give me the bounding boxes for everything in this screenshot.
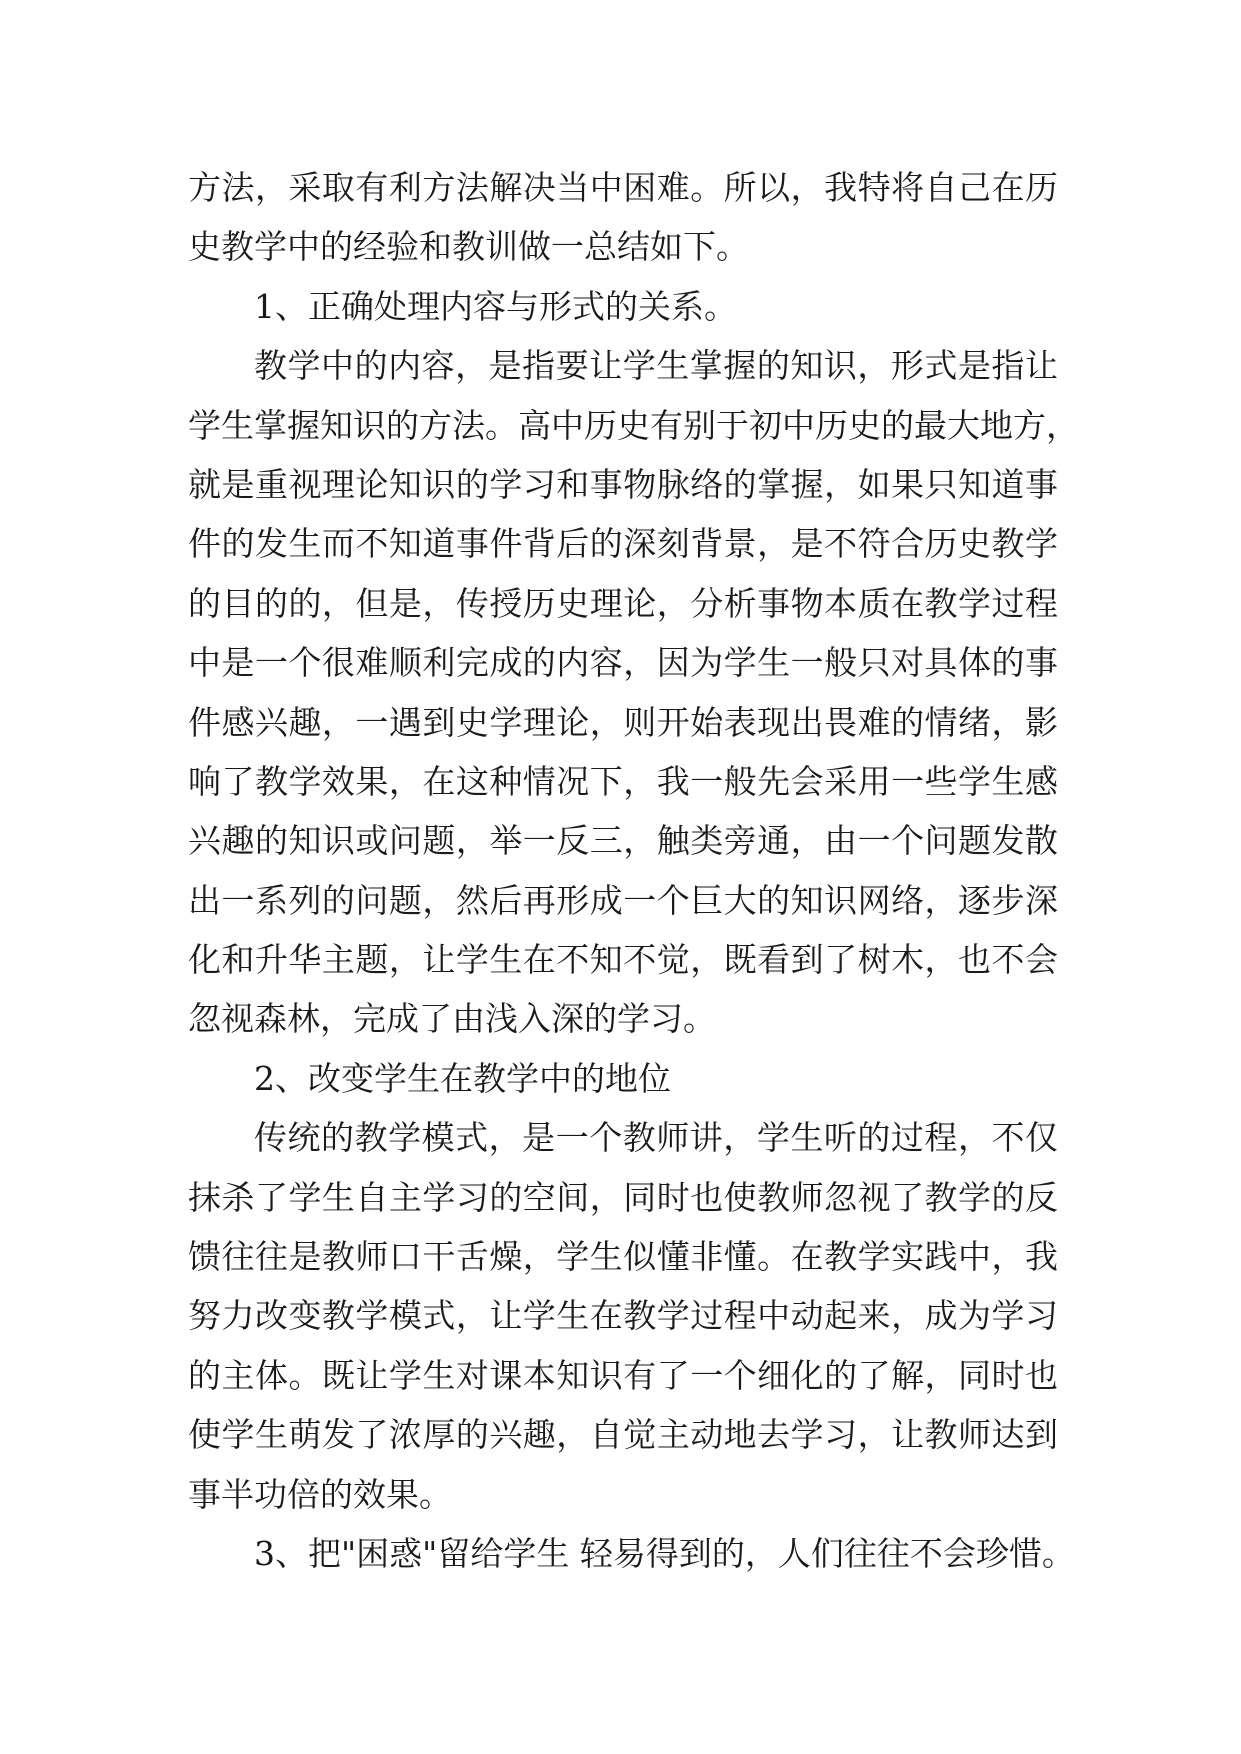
text-line: 的主体。既让学生对课本知识有了一个细化的了解，同时也: [188, 1355, 1058, 1395]
text-line: 使学生萌发了浓厚的兴趣，自觉主动地去学习，让教师达到: [188, 1415, 1058, 1455]
text-line: 学生掌握知识的方法。高中历史有别于初中历史的最大地方，: [188, 405, 1079, 445]
text-line: 传统的教学模式，是一个教师讲，学生听的过程，不仅: [254, 1118, 1058, 1158]
text-line: 化和升华主题，让学生在不知不觉，既看到了树木，也不会: [188, 940, 1058, 980]
text-line: 馈往往是教师口干舌燥，学生似懂非懂。在教学实践中，我: [188, 1237, 1058, 1277]
text-line: 努力改变教学模式，让学生在教学过程中动起来，成为学习: [188, 1296, 1058, 1336]
text-line: 出一系列的问题，然后再形成一个巨大的知识网络，逐步深: [188, 880, 1058, 920]
text-line: 抹杀了学生自主学习的空间，同时也使教师忽视了教学的反: [188, 1177, 1058, 1217]
text-line: 响了教学效果，在这种情况下，我一般先会采用一些学生感: [188, 761, 1058, 801]
text-line: 事半功倍的效果。: [188, 1474, 452, 1514]
text-line: 兴趣的知识或问题，举一反三，触类旁通，由一个问题发散: [188, 821, 1058, 861]
text-line: 忽视森林，完成了由浅入深的学习。: [188, 999, 716, 1039]
text-line: 教学中的内容，是指要让学生掌握的知识，形式是指让: [254, 346, 1058, 386]
section-heading: 1、正确处理内容与形式的关系。: [254, 286, 737, 326]
text-line: 的目的的，但是，传授历史理论，分析事物本质在教学过程: [188, 583, 1058, 623]
text-line: 件感兴趣，一遇到史学理论，则开始表现出畏难的情绪，影: [188, 702, 1058, 742]
document-body: [188, 158, 1079, 1583]
text-line: 方法，采取有利方法解决当中困难。所以，我特将自己在历: [188, 168, 1058, 207]
text-line: 就是重视理论知识的学习和事物脉络的掌握，如果只知道事: [188, 464, 1058, 504]
text-line: 史教学中的经验和教训做一总结如下。: [188, 227, 749, 267]
text-line: 中是一个很难顺利完成的内容，因为学生一般只对具体的事: [188, 643, 1058, 683]
section-heading: 2、改变学生在教学中的地位: [254, 1058, 671, 1098]
text-line: 件的发生而不知道事件背后的深刻背景，是不符合历史教学: [188, 524, 1058, 564]
section-heading: 3、把"困惑"留给学生 轻易得到的，人们往往不会珍惜。: [254, 1533, 1075, 1573]
